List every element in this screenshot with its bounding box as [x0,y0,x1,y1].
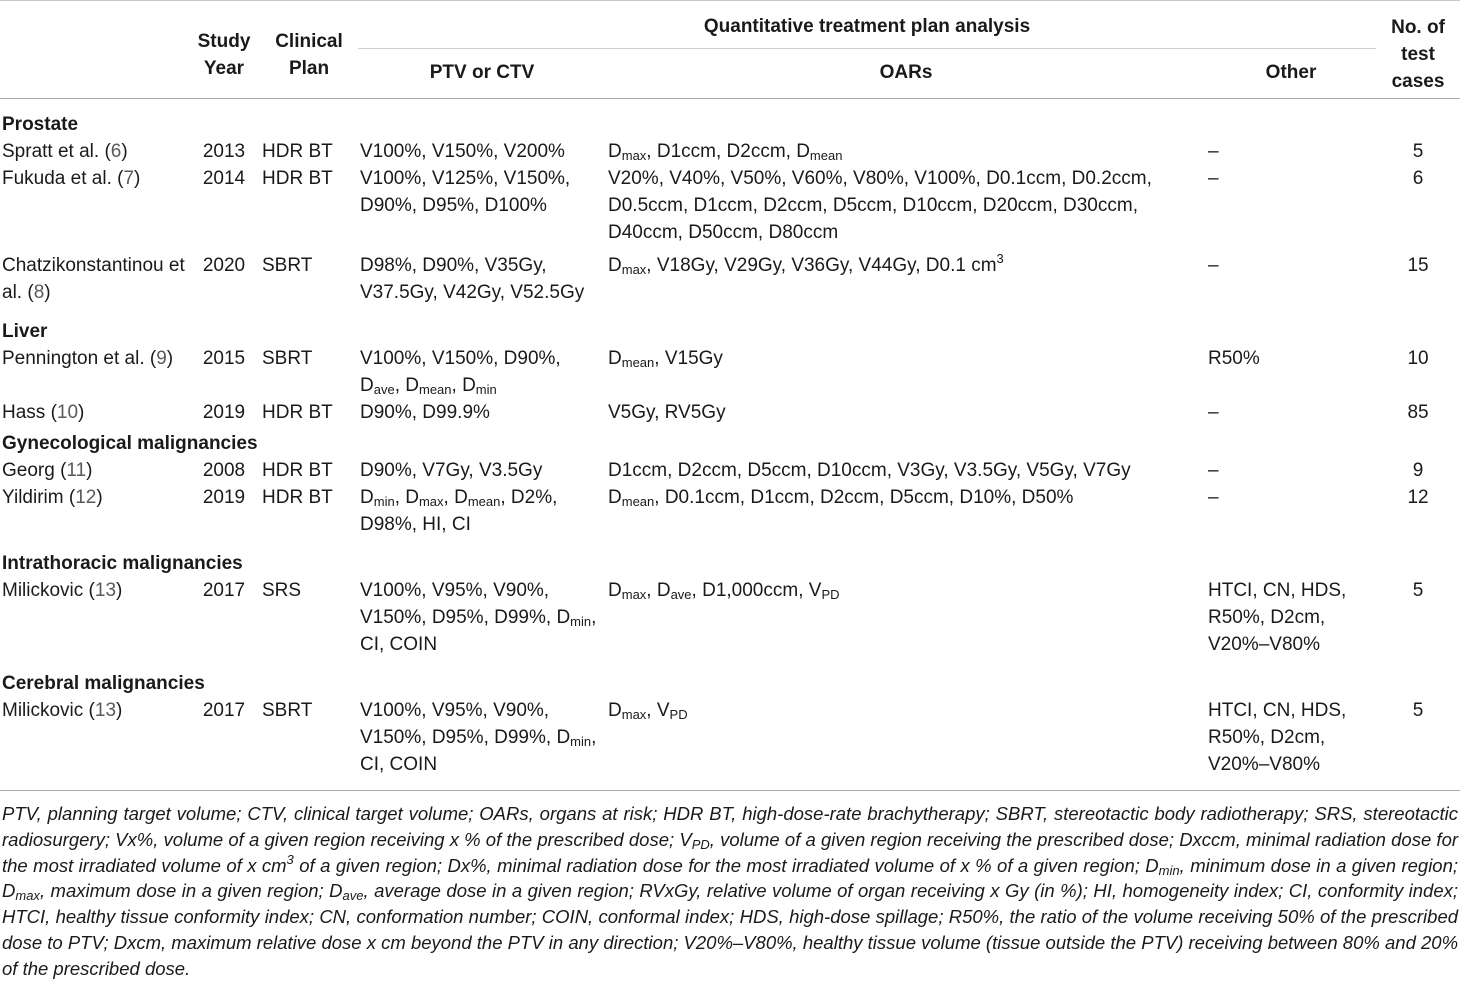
plan-cell: SBRT [262,700,313,721]
cases-cell: 15 [1407,255,1429,276]
ptv-cell: D90%, V7Gy, V3.5Gy [360,460,543,481]
reference-link[interactable]: 12 [75,487,97,508]
table-body [0,99,1460,791]
reference-link[interactable]: 13 [94,580,117,601]
header-other: Other [1206,49,1376,99]
year-cell: 2015 [202,348,246,369]
header-oars: OARs [606,49,1206,99]
year-cell: 2017 [202,700,246,721]
oars-cell: $D_{mean}$, D0.1ccm, D1ccm, D2ccm, D5ccm, D10%, D50% [608,487,1074,509]
plan-cell: SBRT [262,348,313,369]
study-cell: Chatzikonstantinou et al. (8) [2,255,185,303]
table-header [0,1,1460,99]
study-cell: Milickovic (13) [2,700,123,721]
oars-cell: $D_{max}$, $D_{ave}$, D1,000ccm, $V_{PD}$ [608,580,840,602]
oars-cell: V20%, V40%, V50%, V60%, V80%, V100%, D0.1ccm, D0.2ccm, D0.5ccm, D1ccm, D2ccm, D5ccm, D10ccm, D20ccm, D30ccm, D40ccm, D50ccm, D80ccm [608,168,1152,243]
header-test-cases: No. of test cases [1391,17,1445,92]
header-study [0,1,188,99]
section-prostate: Prostate [2,114,79,135]
year-cell: 2013 [202,141,246,162]
plan-cell: SRS [262,580,302,601]
table-row [0,577,1460,658]
section-cerebral: Cerebral malignancies [2,673,205,694]
reference-link[interactable]: 6 [110,141,122,162]
plan-cell: HDR BT [262,487,333,508]
section-intrathoracic: Intrathoracic malignancies [2,553,243,574]
table-row [0,484,1460,538]
other-cell: – [1208,141,1219,162]
reference-link[interactable]: 7 [123,168,135,189]
oars-cell: $D_{max}$, V18Gy, V29Gy, V36Gy, V44Gy, D0.1 $cm^3$ [608,251,1004,277]
reference-link[interactable]: 10 [56,402,79,423]
study-cell: Pennington et al. (9) [2,348,174,369]
other-cell: – [1208,255,1219,276]
ptv-cell: D98%, D90%, V35Gy, V37.5Gy, V42Gy, V52.5Gy [360,255,585,303]
ptv-cell: $D_{min}$, $D_{max}$, $D_{mean}$, D2%, D98%, HI, CI [360,487,558,535]
ptv-cell: D90%, D99.9% [360,402,490,423]
study-cell: Milickovic (13) [2,580,123,601]
table-row [0,399,1460,426]
oars-cell: $D_{max}$, D1ccm, D2ccm, $D_{mean}$ [608,141,843,163]
study-cell: Yildirim (12) [2,487,103,508]
other-cell: – [1208,460,1219,481]
header-clinical-plan: Clinical Plan [275,30,343,79]
plan-cell: HDR BT [262,141,333,162]
year-cell: 2017 [202,580,246,601]
oars-cell: V5Gy, RV5Gy [608,402,726,423]
oars-cell: $D_{max}$, $V_{PD}$ [608,700,688,722]
other-cell: HTCI, CN, HDS, R50%, D2cm, V20%–V80% [1208,580,1347,655]
cases-cell: 85 [1407,402,1429,423]
cases-cell: 9 [1412,460,1424,481]
study-cell: Hass (10) [2,402,85,423]
cases-cell: 12 [1407,487,1429,508]
ptv-cell: V100%, V150%, D90%, $D_{ave}$, $D_{mean}$, $D_{min}$ [360,348,561,397]
plan-cell: HDR BT [262,460,333,481]
reference-link[interactable]: 13 [94,700,117,721]
plan-cell: HDR BT [262,402,333,423]
cases-cell: 6 [1412,168,1424,189]
oars-cell: $D_{mean}$, V15Gy [608,348,723,370]
ptv-cell: V100%, V95%, V90%, V150%, D95%, D99%, $D_{min}$, CI, COIN [360,580,597,655]
year-cell: 2014 [202,168,246,189]
section-liver: Liver [2,321,48,342]
table-footer [0,791,1460,982]
reference-link[interactable]: 11 [66,460,87,481]
year-cell: 2008 [202,460,246,481]
plan-cell: SBRT [262,255,313,276]
other-cell: – [1208,402,1219,423]
year-cell: 2020 [202,255,246,276]
ptv-cell: V100%, V95%, V90%, V150%, D95%, D99%, $D_{min}$, CI, COIN [360,700,597,775]
other-cell: – [1208,487,1219,508]
cases-cell: 5 [1412,700,1424,721]
header-study-year: Study Year [197,30,251,79]
study-cell: Georg (11) [2,460,93,481]
table-row [0,165,1460,246]
header-quantitative: Quantitative treatment plan analysis [703,16,1031,37]
plan-cell: HDR BT [262,168,333,189]
table-footnote: PTV, planning target volume; CTV, clinical target volume; OARs, organs at risk; HDR BT, high-dose-rate brachytherapy; SBRT, stereotactic body radiotherapy; SRS, stereotactic radiosurgery; Vx%, volume of a given region receiving x % of the prescribed dose; $V_{PD}$, volume of a given region receiving the prescribed dose; Dxccm, minimal radiation dose for the most irradiated volume of x $cm^3$ of a given region; Dx%, minimal radiation dose for the most irradiated volume of x % of a given region; $D_{min}$, minimum dose in a given region; $D_{max}$, maximum dose in a given region; $D_{ave}$, average dose in a given region; RVxGy, relative volume of organ receiving x Gy (in %); HI, homogeneity index; CI, conformity index; HTCI, healthy tissue conformity index; CN, conformation number; COIN, conformal index; HDS, high-dose spillage; R50%, the ratio of the volume receiving 50% of the prescribed dose to PTV; Dxcm, maximum relative dose x cm beyond the PTV in any direction; V20%–V80%, healthy tissue volume (tissue outside the PTV) receiving between 80% and 20% of the prescribed dose. [2,803,1459,979]
reference-link[interactable]: 8 [33,282,45,303]
other-cell: HTCI, CN, HDS, R50%, D2cm, V20%–V80% [1208,700,1347,775]
table-row [0,246,1460,306]
ptv-cell: V100%, V150%, V200% [360,141,565,162]
oars-cell: D1ccm, D2ccm, D5ccm, D10ccm, V3Gy, V3.5Gy, V5Gy, V7Gy [608,460,1131,481]
table-row [0,138,1460,165]
table-row [0,697,1460,791]
other-cell: R50% [1208,348,1260,369]
ptv-cell: V100%, V125%, V150%, D90%, D95%, D100% [360,168,571,216]
table-row [0,457,1460,484]
year-cell: 2019 [202,487,246,508]
reference-link[interactable]: 9 [156,348,167,369]
section-gynecological: Gynecological malignancies [2,433,258,454]
other-cell: – [1208,168,1219,189]
cases-cell: 5 [1412,580,1424,601]
cases-cell: 5 [1412,141,1424,162]
year-cell: 2019 [202,402,246,423]
header-ptv: PTV or CTV [358,49,606,99]
table-row [0,345,1460,399]
study-cell: Fukuda et al. (7) [2,168,141,189]
study-cell: Spratt et al. (6) [2,141,128,162]
cases-cell: 10 [1407,348,1429,369]
